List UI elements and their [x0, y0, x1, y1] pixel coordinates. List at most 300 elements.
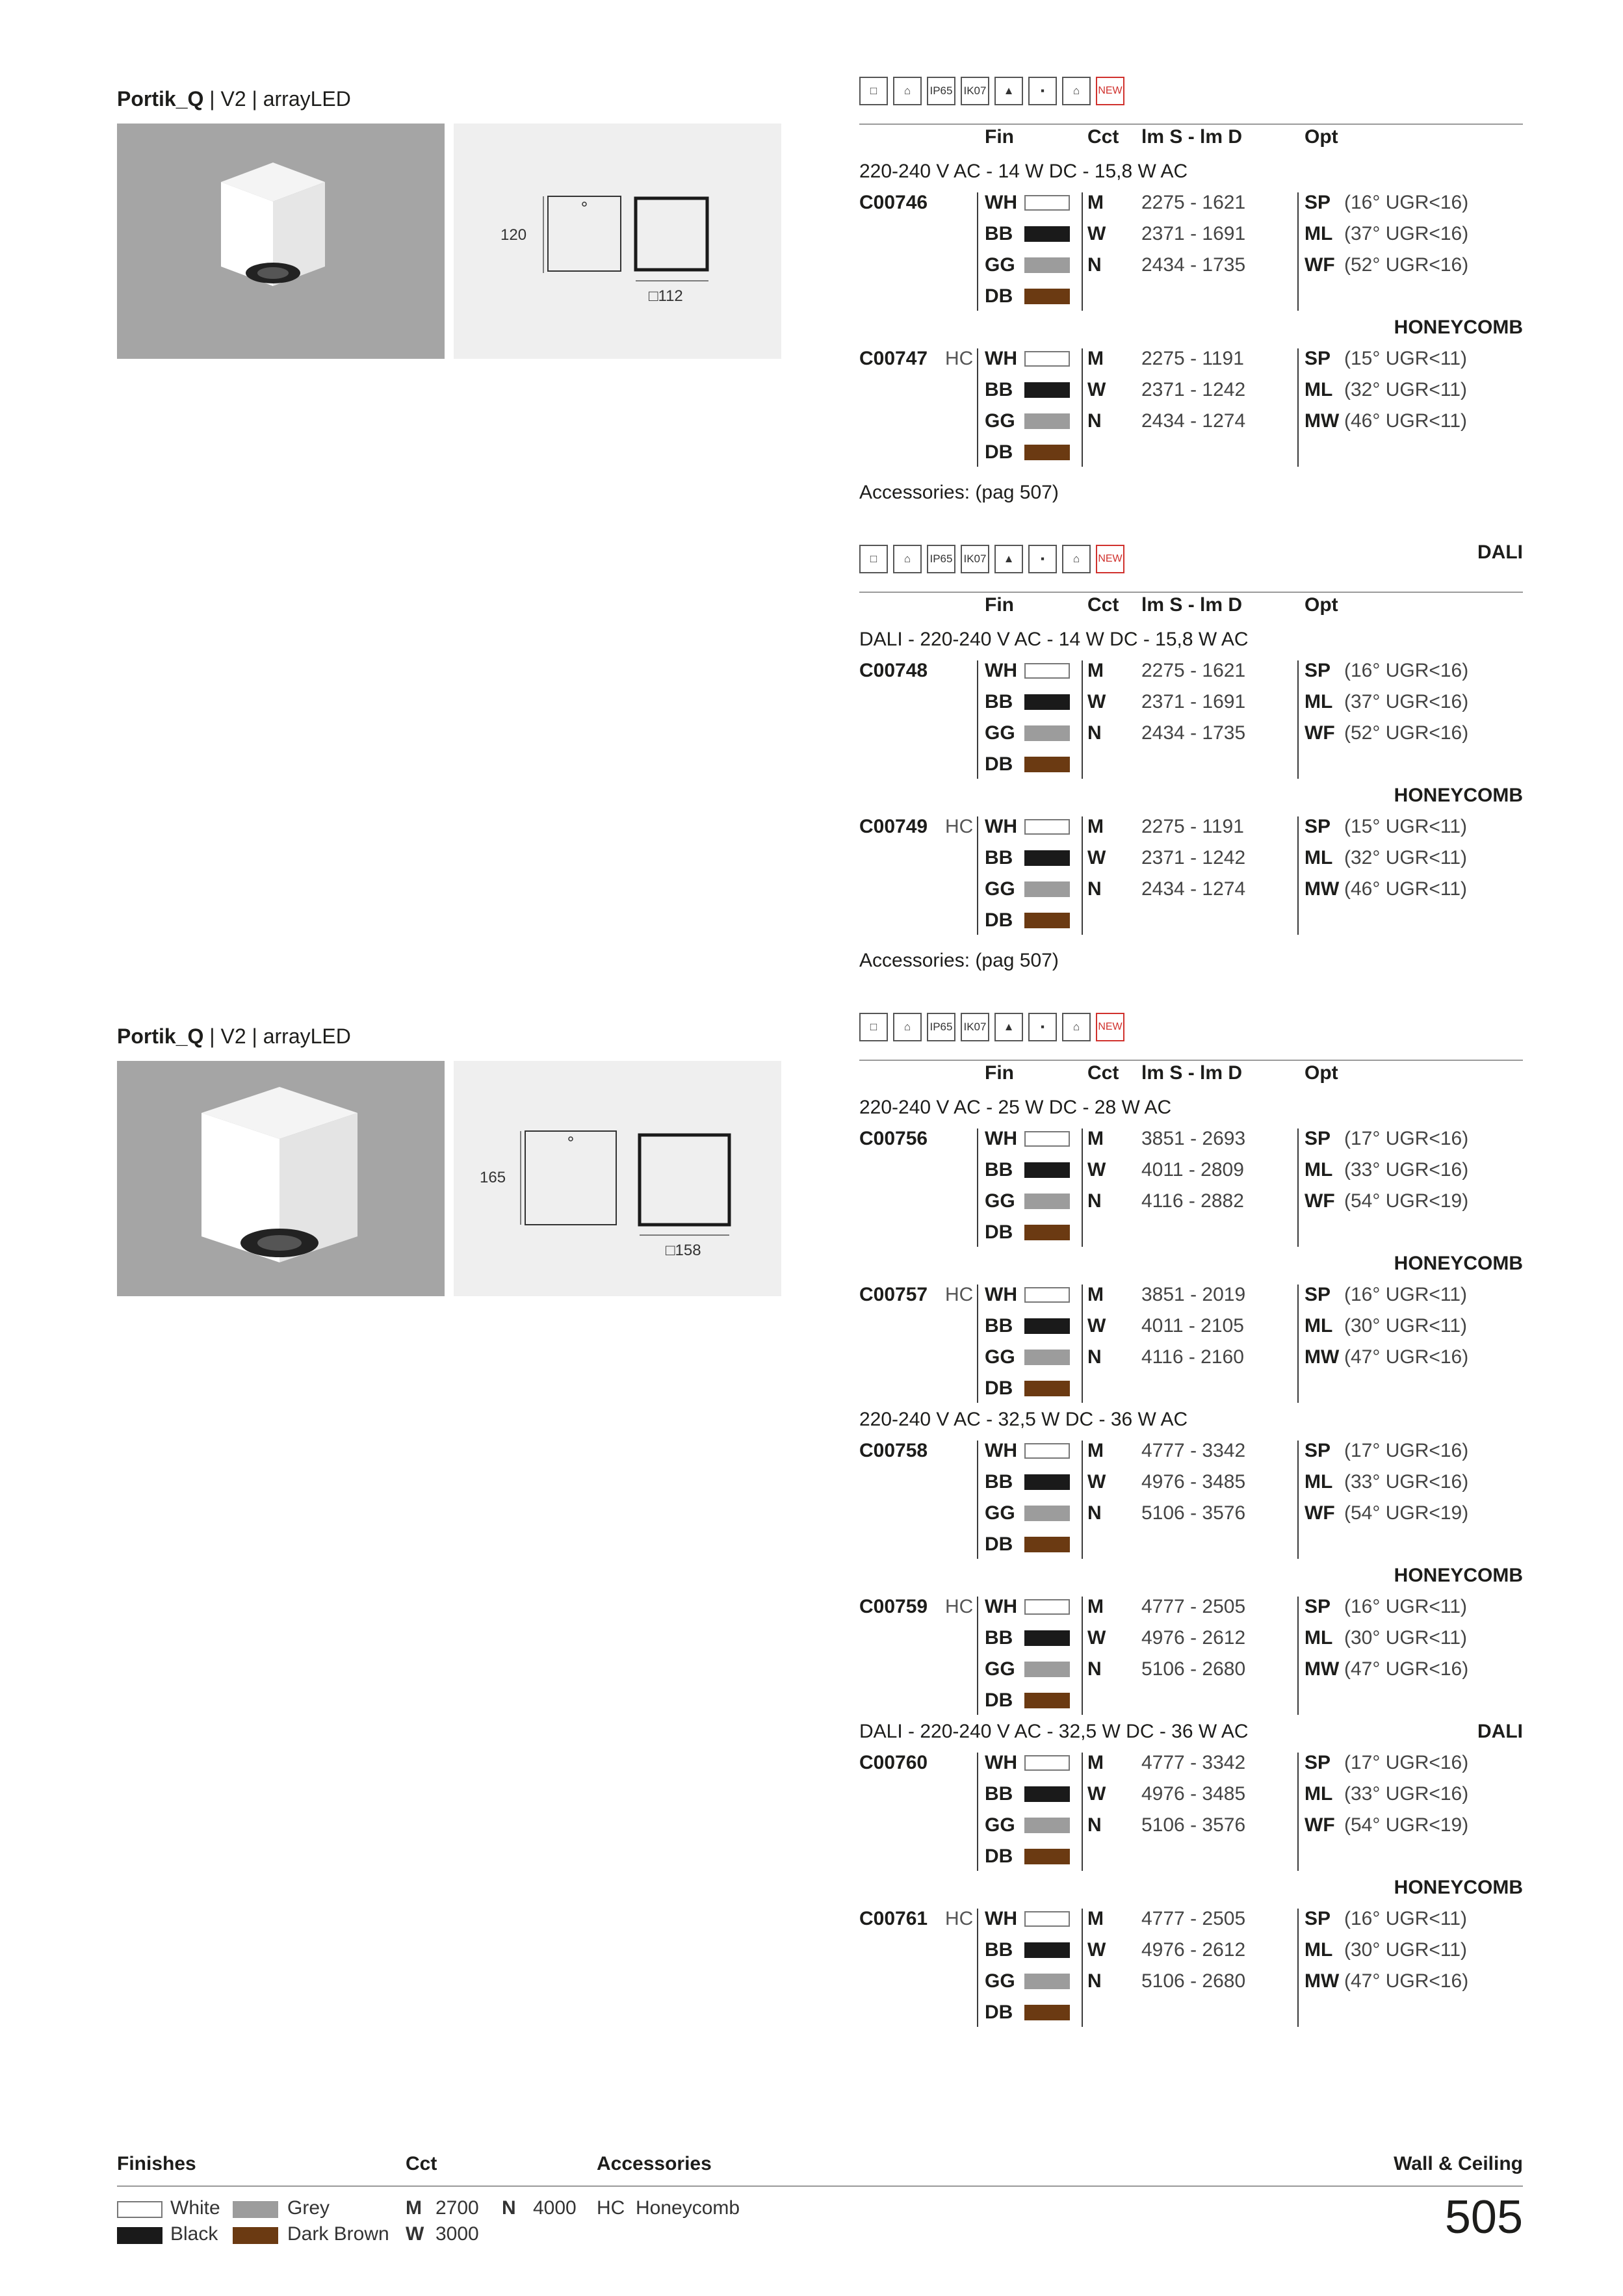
surface-mount-icon: □ — [859, 545, 888, 573]
lumen-value: 4011 - 2809 — [1141, 1159, 1244, 1181]
finish-code: GG — [985, 1970, 1015, 1992]
finish-swatch-gg — [1024, 1818, 1070, 1833]
width-label: □112 — [649, 287, 683, 305]
footer-accessories-label: Accessories — [597, 2153, 712, 2174]
optic-detail: (52° UGR<16) — [1344, 254, 1469, 276]
lumen-value: 2275 - 1621 — [1141, 192, 1246, 213]
col-lm: lm S - lm D — [1141, 1062, 1243, 1084]
divider — [1082, 1753, 1083, 1871]
width-label: □158 — [666, 1242, 701, 1259]
finish-code: GG — [985, 1658, 1015, 1680]
cct-code: W — [1087, 1315, 1106, 1337]
finish-swatch-gg — [1024, 1350, 1070, 1365]
cct-m-value: 2700 — [435, 2197, 479, 2219]
finish-swatch-wh — [1024, 1755, 1070, 1771]
optic-detail: (47° UGR<16) — [1344, 1970, 1469, 1992]
product-subtitle: | V2 | arrayLED — [203, 87, 351, 111]
cct-code: N — [1087, 1502, 1102, 1524]
new-badge-icon: NEW — [1096, 77, 1124, 105]
optic-detail: (15° UGR<11) — [1344, 348, 1468, 369]
divider — [1082, 660, 1083, 779]
cct-n-value: 4000 — [533, 2197, 577, 2219]
finish-swatch-gg — [1024, 413, 1070, 429]
col-fin: Fin — [985, 126, 1014, 148]
finish-swatch-bb — [1024, 226, 1070, 242]
product-code: C00757 — [859, 1284, 928, 1305]
divider — [1297, 1753, 1299, 1871]
honeycomb-label: HONEYCOMB — [1394, 785, 1523, 806]
finish-code: GG — [985, 1346, 1015, 1368]
finish-code: DB — [985, 1689, 1013, 1711]
finish-code: DB — [985, 1221, 1013, 1243]
divider — [977, 1753, 978, 1871]
optic-code: MW — [1305, 1658, 1340, 1680]
supply-spec: DALI - 220-240 V AC - 32,5 W DC - 36 W AC — [859, 1721, 1249, 1742]
height-label: 165 — [480, 1169, 506, 1186]
finish-swatch-gg — [1024, 1506, 1070, 1521]
lumen-value: 2434 - 1735 — [1141, 254, 1246, 276]
divider — [1297, 192, 1299, 311]
lumen-value: 3851 - 2019 — [1141, 1284, 1246, 1305]
header-rule — [859, 592, 1523, 593]
finish-swatch-gg — [1024, 1662, 1070, 1677]
col-cct: Cct — [1087, 594, 1119, 616]
lumen-value: 4976 - 2612 — [1141, 1939, 1246, 1961]
finish-code: GG — [985, 254, 1015, 276]
feature-icons — [859, 1013, 1124, 1041]
ip-rating-icon: IP65 — [927, 545, 955, 573]
optic-detail: (17° UGR<16) — [1344, 1128, 1469, 1149]
optic-detail: (30° UGR<11) — [1344, 1315, 1468, 1337]
finish-swatch-gg — [1024, 1194, 1070, 1209]
product-code: C00746 — [859, 192, 928, 213]
finish-swatch-bb — [1024, 850, 1070, 866]
finish-swatch-wh — [1024, 1911, 1070, 1927]
feature-icons — [859, 77, 1124, 105]
optic-code: SP — [1305, 192, 1331, 213]
cct-code: N — [1087, 1346, 1102, 1368]
lumen-value: 5106 - 2680 — [1141, 1970, 1246, 1992]
divider — [977, 816, 978, 935]
optic-code: SP — [1305, 348, 1331, 369]
optic-code: MW — [1305, 878, 1340, 900]
finish-code: DB — [985, 441, 1013, 463]
cct-code: M — [1087, 660, 1104, 681]
optic-code: ML — [1305, 1939, 1333, 1961]
ceiling-icon: ⌂ — [893, 1013, 922, 1041]
finish-code: WH — [985, 192, 1017, 213]
optic-code: ML — [1305, 691, 1333, 712]
product-name: Portik_Q — [117, 87, 204, 111]
divider — [1297, 816, 1299, 935]
lumen-value: 4116 - 2882 — [1141, 1190, 1244, 1212]
optic-code: MW — [1305, 410, 1340, 432]
product-name: Portik_Q — [117, 1024, 204, 1048]
ip-rating-icon: IP65 — [927, 77, 955, 105]
lumen-value: 4976 - 2612 — [1141, 1627, 1246, 1649]
lumen-value: 5106 - 2680 — [1141, 1658, 1246, 1680]
cct-code: N — [1087, 410, 1102, 432]
optic-code: SP — [1305, 816, 1331, 837]
cct-code: M — [1087, 1440, 1104, 1461]
cct-code: M — [1087, 816, 1104, 837]
cct-code: N — [1087, 878, 1102, 900]
finish-code: BB — [985, 1471, 1013, 1493]
product-subtitle: | V2 | arrayLED — [203, 1024, 351, 1048]
cct-n-key: N — [502, 2197, 516, 2219]
finish-swatch-wh — [1024, 195, 1070, 211]
divider — [1297, 660, 1299, 779]
finish-swatch-db — [1024, 1381, 1070, 1396]
finish-swatch-gg — [1024, 1974, 1070, 1989]
finish-code: BB — [985, 847, 1013, 868]
footer-category: Wall & Ceiling — [1394, 2153, 1523, 2174]
cct-code: W — [1087, 1939, 1106, 1961]
product-code: C00759 — [859, 1596, 928, 1617]
divider — [1082, 1128, 1083, 1247]
divider — [977, 1441, 978, 1559]
divider — [977, 1128, 978, 1247]
product-code: C00756 — [859, 1128, 928, 1149]
ceiling-icon: ⌂ — [893, 77, 922, 105]
finish-code: DB — [985, 285, 1013, 307]
legend-white: White — [170, 2197, 220, 2219]
cct-code: M — [1087, 348, 1104, 369]
lumen-value: 4116 - 2160 — [1141, 1346, 1244, 1368]
finish-swatch-wh — [1024, 351, 1070, 367]
dali-label: DALI — [1477, 541, 1523, 563]
finish-swatch-db — [1024, 445, 1070, 460]
finish-code: DB — [985, 1846, 1013, 1867]
optic-detail: (15° UGR<11) — [1344, 816, 1468, 837]
finish-code: DB — [985, 1533, 1013, 1555]
optic-code: SP — [1305, 1284, 1331, 1305]
product-code: C00748 — [859, 660, 928, 681]
legend-black: Black — [170, 2223, 218, 2245]
acc-hc-value: Honeycomb — [636, 2197, 740, 2219]
col-lm: lm S - lm D — [1141, 594, 1243, 616]
cct-code: W — [1087, 223, 1106, 244]
divider — [1082, 1597, 1083, 1715]
finish-swatch-bb — [1024, 1630, 1070, 1646]
finish-swatch-wh — [1024, 1131, 1070, 1147]
dark-brown-swatch — [233, 2227, 278, 2244]
ceiling-icon: ⌂ — [893, 545, 922, 573]
optic-code: WF — [1305, 1190, 1335, 1212]
honeycomb-label: HONEYCOMB — [1394, 1253, 1523, 1274]
finish-code: DB — [985, 2002, 1013, 2023]
driver-icon: ▪ — [1028, 77, 1057, 105]
lumen-value: 2371 - 1242 — [1141, 379, 1246, 400]
optic-detail: (33° UGR<16) — [1344, 1471, 1469, 1493]
optic-code: SP — [1305, 660, 1331, 681]
cct-w-value: 3000 — [435, 2223, 479, 2245]
finish-code: BB — [985, 1627, 1013, 1649]
optic-detail: (16° UGR<11) — [1344, 1284, 1468, 1305]
surface-mount-icon: □ — [859, 77, 888, 105]
footer-cct-label: Cct — [406, 2153, 437, 2174]
finish-swatch-db — [1024, 757, 1070, 772]
finish-swatch-gg — [1024, 725, 1070, 741]
finish-swatch-bb — [1024, 1942, 1070, 1958]
lumen-value: 4777 - 2505 — [1141, 1596, 1246, 1617]
optic-code: ML — [1305, 1159, 1333, 1181]
optic-code: SP — [1305, 1440, 1331, 1461]
cct-code: W — [1087, 1471, 1106, 1493]
finish-code: DB — [985, 753, 1013, 775]
optic-code: ML — [1305, 223, 1333, 244]
optic-detail: (54° UGR<19) — [1344, 1190, 1469, 1212]
finish-swatch-wh — [1024, 663, 1070, 679]
finish-code: GG — [985, 410, 1015, 432]
finish-code: WH — [985, 348, 1017, 369]
col-opt: Opt — [1305, 126, 1338, 148]
finish-swatch-db — [1024, 2005, 1070, 2020]
lumen-value: 4976 - 3485 — [1141, 1783, 1246, 1805]
finish-code: GG — [985, 722, 1015, 744]
finish-code: BB — [985, 379, 1013, 400]
finish-swatch-db — [1024, 1849, 1070, 1864]
finish-code: DB — [985, 909, 1013, 931]
lumen-value: 2434 - 1274 — [1141, 410, 1246, 432]
optic-detail: (47° UGR<16) — [1344, 1346, 1469, 1368]
divider — [1082, 1909, 1083, 2027]
finish-code: WH — [985, 1752, 1017, 1773]
lumen-value: 4976 - 3485 — [1141, 1471, 1246, 1493]
finish-code: WH — [985, 1440, 1017, 1461]
optic-code: MW — [1305, 1970, 1340, 1992]
divider — [977, 1909, 978, 2027]
divider — [977, 660, 978, 779]
supply-spec: 220-240 V AC - 25 W DC - 28 W AC — [859, 1097, 1172, 1118]
optic-code: ML — [1305, 379, 1333, 400]
divider — [1082, 1441, 1083, 1559]
cct-code: W — [1087, 847, 1106, 868]
finish-code: BB — [985, 1315, 1013, 1337]
legend-dark-brown: Dark Brown — [287, 2223, 389, 2245]
lumen-value: 2275 - 1191 — [1141, 816, 1244, 837]
optic-code: WF — [1305, 1814, 1335, 1836]
feature-icons — [859, 545, 1124, 573]
lumen-value: 3851 - 2693 — [1141, 1128, 1246, 1149]
honeycomb-flag: HC — [945, 1284, 974, 1305]
optic-code: ML — [1305, 1627, 1333, 1649]
finish-swatch-bb — [1024, 1474, 1070, 1490]
optic-detail: (33° UGR<16) — [1344, 1159, 1469, 1181]
finish-code: BB — [985, 223, 1013, 244]
optic-detail: (37° UGR<16) — [1344, 223, 1469, 244]
finish-code: BB — [985, 1939, 1013, 1961]
footer-finishes-label: Finishes — [117, 2153, 196, 2174]
finish-swatch-wh — [1024, 819, 1070, 835]
divider — [977, 348, 978, 467]
optic-detail: (54° UGR<19) — [1344, 1502, 1469, 1524]
black-swatch — [117, 2227, 162, 2244]
divider — [1297, 1441, 1299, 1559]
dali-label: DALI — [1477, 1721, 1523, 1742]
optic-code: WF — [1305, 722, 1335, 744]
cct-code: N — [1087, 1190, 1102, 1212]
optic-detail: (16° UGR<11) — [1344, 1908, 1468, 1929]
finish-swatch-wh — [1024, 1443, 1070, 1459]
product-code: C00749 — [859, 816, 928, 837]
finish-code: BB — [985, 1783, 1013, 1805]
lumen-value: 2371 - 1242 — [1141, 847, 1246, 868]
cct-code: M — [1087, 1128, 1104, 1149]
optic-code: WF — [1305, 1502, 1335, 1524]
ik-rating-icon: IK07 — [961, 545, 989, 573]
finish-code: WH — [985, 1128, 1017, 1149]
finish-code: GG — [985, 1814, 1015, 1836]
optic-detail: (46° UGR<11) — [1344, 410, 1468, 432]
honeycomb-flag: HC — [945, 816, 974, 837]
house-icon: ⌂ — [1062, 545, 1091, 573]
supply-spec: 220-240 V AC - 14 W DC - 15,8 W AC — [859, 161, 1188, 182]
divider — [977, 1285, 978, 1403]
cct-code: W — [1087, 379, 1106, 400]
finish-code: GG — [985, 1502, 1015, 1524]
footer-rule — [117, 2185, 1523, 2187]
optic-detail: (17° UGR<16) — [1344, 1752, 1469, 1773]
header-rule — [859, 124, 1523, 125]
honeycomb-label: HONEYCOMB — [1394, 1877, 1523, 1898]
finish-swatch-bb — [1024, 694, 1070, 710]
finish-code: BB — [985, 1159, 1013, 1181]
divider — [1297, 1597, 1299, 1715]
legend-grey: Grey — [287, 2197, 330, 2219]
divider — [1297, 348, 1299, 467]
lumen-value: 4011 - 2105 — [1141, 1315, 1244, 1337]
cct-code: N — [1087, 1970, 1102, 1992]
product-code: C00761 — [859, 1908, 928, 1929]
optic-code: MW — [1305, 1346, 1340, 1368]
finish-code: WH — [985, 1908, 1017, 1929]
product-code: C00747 — [859, 348, 928, 369]
finish-code: GG — [985, 1190, 1015, 1212]
beam-icon: ▲ — [994, 1013, 1023, 1041]
lumen-value: 5106 - 3576 — [1141, 1502, 1246, 1524]
finish-swatch-wh — [1024, 1287, 1070, 1303]
col-opt: Opt — [1305, 1062, 1338, 1084]
honeycomb-flag: HC — [945, 1908, 974, 1929]
finish-swatch-gg — [1024, 257, 1070, 273]
header-rule — [859, 1060, 1523, 1061]
optic-code: WF — [1305, 254, 1335, 276]
cct-code: N — [1087, 1814, 1102, 1836]
finish-swatch-gg — [1024, 881, 1070, 897]
col-cct: Cct — [1087, 126, 1119, 148]
optic-code: SP — [1305, 1908, 1331, 1929]
finish-swatch-bb — [1024, 1162, 1070, 1178]
lumen-value: 5106 - 3576 — [1141, 1814, 1246, 1836]
finish-swatch-bb — [1024, 1786, 1070, 1802]
divider — [977, 1597, 978, 1715]
cct-code: W — [1087, 1783, 1106, 1805]
finish-swatch-wh — [1024, 1599, 1070, 1615]
cct-code: N — [1087, 722, 1102, 744]
driver-icon: ▪ — [1028, 1013, 1057, 1041]
finish-swatch-bb — [1024, 382, 1070, 398]
lumen-value: 2434 - 1735 — [1141, 722, 1246, 744]
optic-detail: (30° UGR<11) — [1344, 1627, 1468, 1649]
optic-detail: (30° UGR<11) — [1344, 1939, 1468, 1961]
white-swatch — [117, 2201, 162, 2218]
cct-code: N — [1087, 254, 1102, 276]
optic-detail: (54° UGR<19) — [1344, 1814, 1469, 1836]
finish-code: GG — [985, 878, 1015, 900]
product-code: C00760 — [859, 1752, 928, 1773]
col-lm: lm S - lm D — [1141, 126, 1243, 148]
finish-code: WH — [985, 660, 1017, 681]
product-code: C00758 — [859, 1440, 928, 1461]
optic-detail: (16° UGR<16) — [1344, 660, 1469, 681]
col-fin: Fin — [985, 594, 1014, 616]
finish-swatch-bb — [1024, 1318, 1070, 1334]
divider — [1297, 1909, 1299, 2027]
house-icon: ⌂ — [1062, 1013, 1091, 1041]
divider — [1297, 1285, 1299, 1403]
optic-detail: (52° UGR<16) — [1344, 722, 1469, 744]
finish-code: BB — [985, 691, 1013, 712]
optic-code: ML — [1305, 1315, 1333, 1337]
honeycomb-label: HONEYCOMB — [1394, 317, 1523, 338]
col-cct: Cct — [1087, 1062, 1119, 1084]
col-fin: Fin — [985, 1062, 1014, 1084]
house-icon: ⌂ — [1062, 77, 1091, 105]
optic-code: SP — [1305, 1128, 1331, 1149]
divider — [1082, 1285, 1083, 1403]
cct-code: W — [1087, 1159, 1106, 1181]
page-number: 505 — [1444, 2191, 1523, 2243]
beam-icon: ▲ — [994, 77, 1023, 105]
cct-code: W — [1087, 691, 1106, 712]
cct-code: M — [1087, 192, 1104, 213]
honeycomb-flag: HC — [945, 1596, 974, 1617]
new-badge-icon: NEW — [1096, 545, 1124, 573]
cct-code: M — [1087, 1908, 1104, 1929]
optic-code: ML — [1305, 1471, 1333, 1493]
finish-code: DB — [985, 1377, 1013, 1399]
optic-detail: (47° UGR<16) — [1344, 1658, 1469, 1680]
finish-code: WH — [985, 816, 1017, 837]
ik-rating-icon: IK07 — [961, 77, 989, 105]
honeycomb-flag: HC — [945, 348, 974, 369]
surface-mount-icon: □ — [859, 1013, 888, 1041]
lumen-value: 2275 - 1191 — [1141, 348, 1244, 369]
lumen-value: 4777 - 3342 — [1141, 1440, 1246, 1461]
accessories-note: Accessories: (pag 507) — [859, 482, 1059, 503]
supply-spec: DALI - 220-240 V AC - 14 W DC - 15,8 W AC — [859, 629, 1249, 650]
cct-code: N — [1087, 1658, 1102, 1680]
finish-swatch-db — [1024, 289, 1070, 304]
lumen-value: 2371 - 1691 — [1141, 691, 1246, 712]
optic-detail: (37° UGR<16) — [1344, 691, 1469, 712]
col-opt: Opt — [1305, 594, 1338, 616]
optic-detail: (16° UGR<11) — [1344, 1596, 1468, 1617]
finish-swatch-db — [1024, 1537, 1070, 1552]
lumen-value: 2371 - 1691 — [1141, 223, 1246, 244]
finish-swatch-db — [1024, 913, 1070, 928]
lumen-value: 2434 - 1274 — [1141, 878, 1246, 900]
divider — [1082, 816, 1083, 935]
optic-detail: (16° UGR<16) — [1344, 192, 1469, 213]
lumen-value: 4777 - 2505 — [1141, 1908, 1246, 1929]
finish-code: WH — [985, 1596, 1017, 1617]
cct-code: M — [1087, 1284, 1104, 1305]
finish-code: WH — [985, 1284, 1017, 1305]
optic-detail: (32° UGR<11) — [1344, 847, 1468, 868]
new-badge-icon: NEW — [1096, 1013, 1124, 1041]
